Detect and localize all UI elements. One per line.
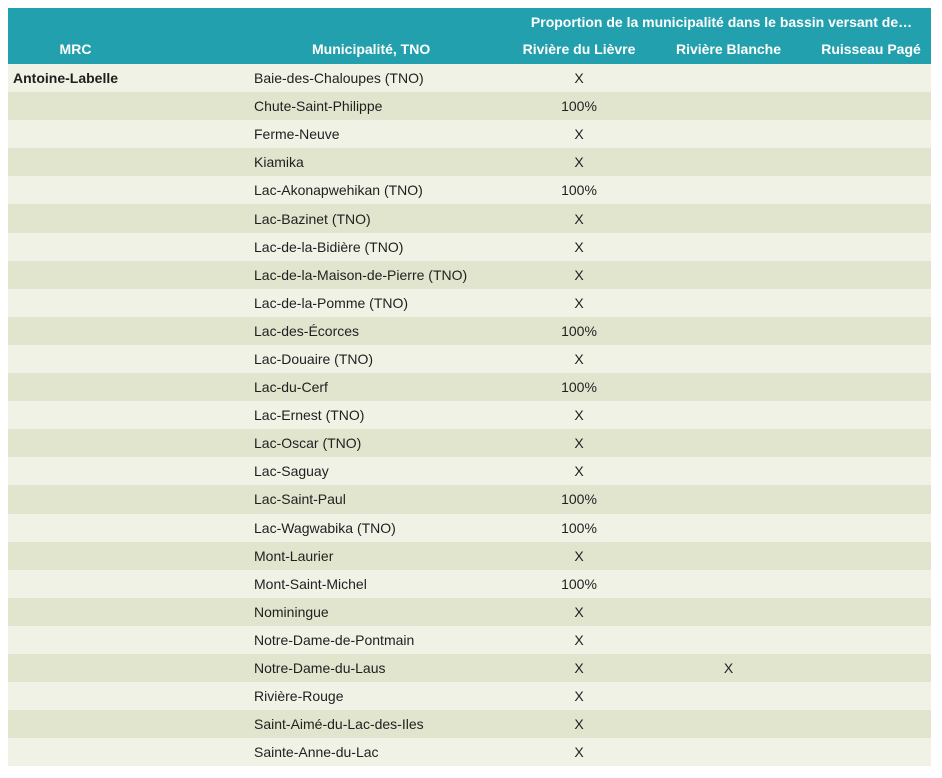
cell-riviere-blanche xyxy=(646,542,811,570)
cell-riviere-du-lievre: X xyxy=(574,603,584,620)
cell-mrc xyxy=(8,317,253,345)
cell-riviere-blanche xyxy=(646,345,811,373)
cell-ruisseau-page xyxy=(811,542,931,570)
cell-municipality: Lac-Wagwabika (TNO) xyxy=(254,519,396,536)
cell-mrc xyxy=(8,542,253,570)
table-row xyxy=(8,345,931,373)
cell-municipality: Lac-Akonapwehikan (TNO) xyxy=(254,182,423,199)
column-header-mrc: MRC xyxy=(8,35,253,64)
cell-mrc xyxy=(8,204,253,232)
cell-ruisseau-page xyxy=(811,710,931,738)
cell-riviere-du-lievre: X xyxy=(574,435,584,452)
cell-riviere-blanche xyxy=(646,92,811,120)
cell-municipality: Lac-Ernest (TNO) xyxy=(254,407,365,424)
table-row xyxy=(8,373,931,401)
cell-riviere-du-lievre: 100% xyxy=(561,322,597,339)
cell-mrc xyxy=(8,261,253,289)
cell-mrc xyxy=(8,738,253,766)
table-row xyxy=(8,514,931,542)
table-row xyxy=(8,401,931,429)
cell-riviere-du-lievre: X xyxy=(574,744,584,761)
table-row xyxy=(8,654,931,682)
cell-riviere-du-lievre: X xyxy=(574,463,584,480)
cell-mrc xyxy=(8,598,253,626)
column-header-ruisseau-page: Ruisseau Pagé xyxy=(811,35,931,64)
cell-riviere-du-lievre: X xyxy=(574,266,584,283)
column-header-riviere-du-lievre: Rivière du Lièvre xyxy=(512,35,646,64)
cell-riviere-du-lievre: 100% xyxy=(561,182,597,199)
cell-riviere-blanche xyxy=(646,261,811,289)
cell-mrc xyxy=(8,457,253,485)
table-row xyxy=(8,710,931,738)
cell-riviere-du-lievre: X xyxy=(574,547,584,564)
cell-riviere-du-lievre: X xyxy=(574,660,584,677)
cell-ruisseau-page xyxy=(811,64,931,92)
cell-municipality: Lac-Saint-Paul xyxy=(254,491,346,508)
table-row xyxy=(8,317,931,345)
table-row xyxy=(8,542,931,570)
cell-ruisseau-page xyxy=(811,738,931,766)
cell-mrc: Antoine-Labelle xyxy=(13,70,119,87)
cell-ruisseau-page xyxy=(811,317,931,345)
cell-riviere-blanche xyxy=(646,64,811,92)
cell-mrc xyxy=(8,289,253,317)
cell-riviere-blanche xyxy=(646,626,811,654)
column-header-municipality: Municipalité, TNO xyxy=(253,35,512,64)
cell-municipality: Lac-Douaire (TNO) xyxy=(254,350,374,367)
table-row xyxy=(8,457,931,485)
cell-municipality: Lac-Oscar (TNO) xyxy=(254,435,362,452)
cell-riviere-blanche xyxy=(646,204,811,232)
cell-riviere-blanche xyxy=(646,120,811,148)
table-row xyxy=(8,570,931,598)
column-header-riviere-blanche: Rivière Blanche xyxy=(646,35,811,64)
cell-riviere-blanche xyxy=(646,485,811,513)
table-row xyxy=(8,176,931,204)
table-row xyxy=(8,120,931,148)
cell-mrc xyxy=(8,429,253,457)
cell-mrc xyxy=(8,345,253,373)
table-row xyxy=(8,682,931,710)
cell-mrc xyxy=(8,485,253,513)
cell-ruisseau-page xyxy=(811,570,931,598)
cell-municipality: Rivière-Rouge xyxy=(254,688,344,705)
cell-municipality: Notre-Dame-de-Pontmain xyxy=(254,631,415,648)
table-row xyxy=(8,429,931,457)
cell-ruisseau-page xyxy=(811,204,931,232)
table-row xyxy=(8,64,931,92)
cell-riviere-du-lievre: X xyxy=(574,294,584,311)
cell-mrc xyxy=(8,514,253,542)
cell-riviere-blanche xyxy=(646,429,811,457)
table-row xyxy=(8,204,931,232)
cell-ruisseau-page xyxy=(811,682,931,710)
cell-mrc xyxy=(8,570,253,598)
cell-municipality: Notre-Dame-du-Laus xyxy=(254,660,386,677)
cell-municipality: Kiamika xyxy=(254,154,304,171)
table-body xyxy=(8,64,931,766)
cell-riviere-du-lievre: X xyxy=(574,688,584,705)
table-row xyxy=(8,289,931,317)
cell-riviere-blanche xyxy=(646,148,811,176)
table-row xyxy=(8,738,931,766)
cell-riviere-blanche xyxy=(646,233,811,261)
cell-municipality: Sainte-Anne-du-Lac xyxy=(254,744,379,761)
cell-mrc xyxy=(8,401,253,429)
cell-riviere-blanche xyxy=(646,682,811,710)
cell-municipality: Nominingue xyxy=(254,603,329,620)
cell-ruisseau-page xyxy=(811,514,931,542)
cell-ruisseau-page xyxy=(811,401,931,429)
cell-mrc xyxy=(8,120,253,148)
cell-riviere-du-lievre: X xyxy=(574,126,584,143)
cell-ruisseau-page xyxy=(811,261,931,289)
cell-municipality: Mont-Laurier xyxy=(254,547,334,564)
cell-mrc xyxy=(8,148,253,176)
cell-riviere-blanche xyxy=(646,317,811,345)
cell-municipality: Saint-Aimé-du-Lac-des-Iles xyxy=(254,716,424,733)
cell-mrc xyxy=(8,626,253,654)
cell-municipality: Lac-de-la-Bidière (TNO) xyxy=(254,238,404,255)
cell-riviere-blanche xyxy=(646,570,811,598)
cell-mrc xyxy=(8,654,253,682)
cell-riviere-du-lievre: X xyxy=(574,407,584,424)
cell-riviere-du-lievre: X xyxy=(574,238,584,255)
cell-riviere-du-lievre: 100% xyxy=(561,379,597,396)
cell-riviere-blanche xyxy=(646,176,811,204)
cell-ruisseau-page xyxy=(811,176,931,204)
cell-mrc xyxy=(8,92,253,120)
table-row xyxy=(8,148,931,176)
cell-ruisseau-page xyxy=(811,626,931,654)
cell-ruisseau-page xyxy=(811,289,931,317)
cell-municipality: Lac-Bazinet (TNO) xyxy=(254,210,371,227)
cell-municipality: Lac-des-Écorces xyxy=(254,322,360,339)
cell-riviere-du-lievre: 100% xyxy=(561,491,597,508)
cell-riviere-blanche xyxy=(646,373,811,401)
cell-ruisseau-page xyxy=(811,92,931,120)
cell-mrc xyxy=(8,233,253,261)
cell-riviere-blanche xyxy=(646,598,811,626)
table-row xyxy=(8,261,931,289)
cell-riviere-du-lievre: X xyxy=(574,210,584,227)
cell-riviere-blanche: X xyxy=(723,660,734,677)
cell-ruisseau-page xyxy=(811,429,931,457)
cell-municipality: Lac-de-la-Pomme (TNO) xyxy=(254,294,409,311)
cell-riviere-blanche xyxy=(646,401,811,429)
cell-ruisseau-page xyxy=(811,485,931,513)
table-row xyxy=(8,598,931,626)
table-header xyxy=(8,8,931,64)
cell-ruisseau-page xyxy=(811,120,931,148)
cell-ruisseau-page xyxy=(811,148,931,176)
table-row xyxy=(8,92,931,120)
cell-riviere-du-lievre: X xyxy=(574,154,584,171)
cell-municipality: Chute-Saint-Philippe xyxy=(254,98,383,115)
cell-mrc xyxy=(8,710,253,738)
cell-municipality: Lac-de-la-Maison-de-Pierre (TNO) xyxy=(254,266,468,283)
cell-mrc xyxy=(8,373,253,401)
cell-riviere-blanche xyxy=(646,514,811,542)
cell-riviere-du-lievre: X xyxy=(574,70,584,87)
watershed-proportion-table xyxy=(8,8,931,766)
header-spacer xyxy=(253,8,512,35)
cell-ruisseau-page xyxy=(811,654,931,682)
cell-riviere-blanche xyxy=(646,457,811,485)
table-row xyxy=(8,626,931,654)
cell-riviere-blanche xyxy=(646,289,811,317)
cell-riviere-blanche xyxy=(646,738,811,766)
header-spacer xyxy=(8,8,253,35)
cell-riviere-blanche xyxy=(646,710,811,738)
cell-mrc xyxy=(8,682,253,710)
cell-riviere-du-lievre: X xyxy=(574,716,584,733)
cell-riviere-du-lievre: X xyxy=(574,631,584,648)
cell-municipality: Lac-Saguay xyxy=(254,463,329,480)
cell-riviere-du-lievre: 100% xyxy=(561,575,597,592)
cell-municipality: Mont-Saint-Michel xyxy=(254,575,367,592)
cell-municipality: Ferme-Neuve xyxy=(254,126,340,143)
header-group-title: Proportion de la municipalité dans le bassin versant de… xyxy=(512,8,931,35)
cell-municipality: Lac-du-Cerf xyxy=(254,379,328,396)
cell-ruisseau-page xyxy=(811,233,931,261)
table-row xyxy=(8,485,931,513)
cell-ruisseau-page xyxy=(811,373,931,401)
cell-riviere-du-lievre: 100% xyxy=(561,519,597,536)
cell-ruisseau-page xyxy=(811,345,931,373)
cell-mrc xyxy=(8,176,253,204)
cell-riviere-du-lievre: X xyxy=(574,350,584,367)
cell-municipality: Baie-des-Chaloupes (TNO) xyxy=(254,70,424,87)
cell-ruisseau-page xyxy=(811,598,931,626)
table-row xyxy=(8,233,931,261)
cell-riviere-du-lievre: 100% xyxy=(561,98,597,115)
cell-ruisseau-page xyxy=(811,457,931,485)
